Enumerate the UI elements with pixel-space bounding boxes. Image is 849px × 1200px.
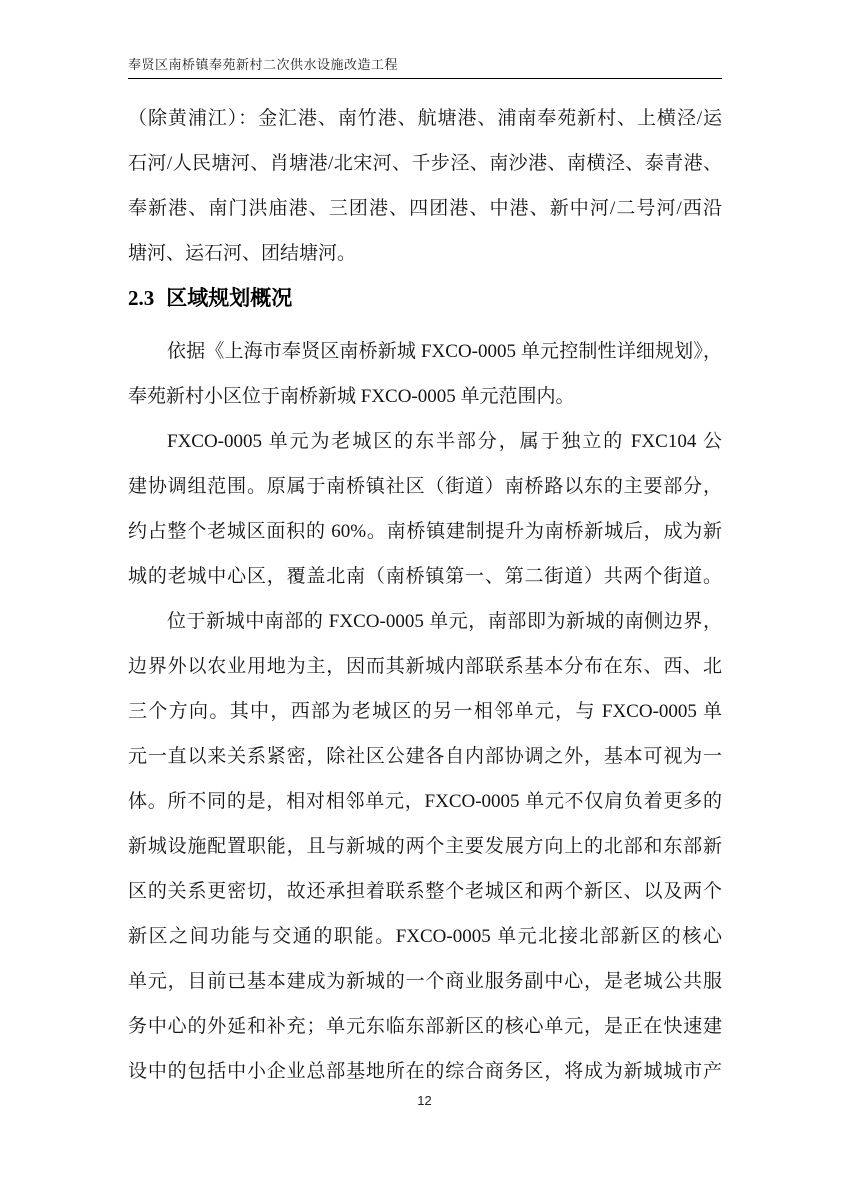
text-line: 约占整个老城区面积的 60%。南桥镇建制提升为南桥新城后，成为新 xyxy=(128,521,722,542)
text-line: 城的老城中心区，覆盖北南（南桥镇第一、第二街道）共两个街道。 xyxy=(128,566,722,587)
page-footer xyxy=(0,1092,849,1110)
text-line: FXCO-0005 单元为老城区的东半部分，属于独立的 FXC104 公 xyxy=(167,431,722,452)
text-line: 单元，目前已基本建成为新城的一个商业服务副中心，是老城公共服 xyxy=(128,971,722,992)
section-heading-2-3 xyxy=(128,276,722,321)
text-line: 元一直以来关系紧密，除社区公建各自内部协调之外，基本可视为一 xyxy=(128,746,722,767)
paragraph-basis xyxy=(128,329,722,419)
text-line: 新城设施配置职能，且与新城的两个主要发展方向上的北部和东部新 xyxy=(128,836,722,857)
heading-number: 2.3 xyxy=(128,286,155,310)
text-line: 边界外以农业用地为主，因而其新城内部联系基本分布在东、西、北 xyxy=(128,656,722,677)
heading-text: 区域规划概况 xyxy=(166,286,293,310)
text-line: 奉新港、南门洪庙港、三团港、四团港、中港、新中河/二号河/西沿 xyxy=(128,198,722,219)
body-text xyxy=(128,96,722,1094)
text-line: 依据《上海市奉贤区南桥新城 FXCO-0005 单元控制性详细规划》， xyxy=(167,341,722,362)
text-line: 体。所不同的是，相对相邻单元，FXCO-0005 单元不仅肩负着更多的 xyxy=(128,791,722,812)
text-line: 新区之间功能与交通的职能。FXCO-0005 单元北接北部新区的核心 xyxy=(128,926,722,947)
paragraph-rivers xyxy=(128,96,722,276)
text-line: 设中的包括中小企业总部基地所在的综合商务区，将成为新城城市产 xyxy=(128,1061,722,1082)
text-line: 奉苑新村小区位于南桥新城 FXCO-0005 单元范围内。 xyxy=(128,386,575,407)
text-line: 石河/人民塘河、肖塘港/北宋河、千步泾、南沙港、南横泾、泰青港、 xyxy=(128,153,722,174)
text-line: （除黄浦江）：金汇港、南竹港、航塘港、浦南奉苑新村、上横泾/运 xyxy=(128,108,722,129)
text-line: 区的关系更密切，故还承担着联系整个老城区和两个新区、以及两个 xyxy=(128,881,722,902)
paragraph-unit-overview xyxy=(128,419,722,599)
page-header xyxy=(128,54,722,79)
paragraph-unit-location xyxy=(128,599,722,1094)
page-number: 12 xyxy=(417,1093,432,1108)
text-line: 位于新城中南部的 FXCO-0005 单元，南部即为新城的南侧边界， xyxy=(167,611,722,632)
text-line: 建协调组范围。原属于南桥镇社区（街道）南桥路以东的主要部分， xyxy=(128,476,722,497)
running-header-title: 奉贤区南桥镇奉苑新村二次供水设施改造工程 xyxy=(128,57,399,72)
text-line: 三个方向。其中，西部为老城区的另一相邻单元，与 FXCO-0005 单 xyxy=(128,701,722,722)
text-line: 塘河、运石河、团结塘河。 xyxy=(128,243,357,264)
text-line: 务中心的外延和补充；单元东临东部新区的核心单元，是正在快速建 xyxy=(128,1016,722,1037)
header-rule xyxy=(128,78,722,79)
